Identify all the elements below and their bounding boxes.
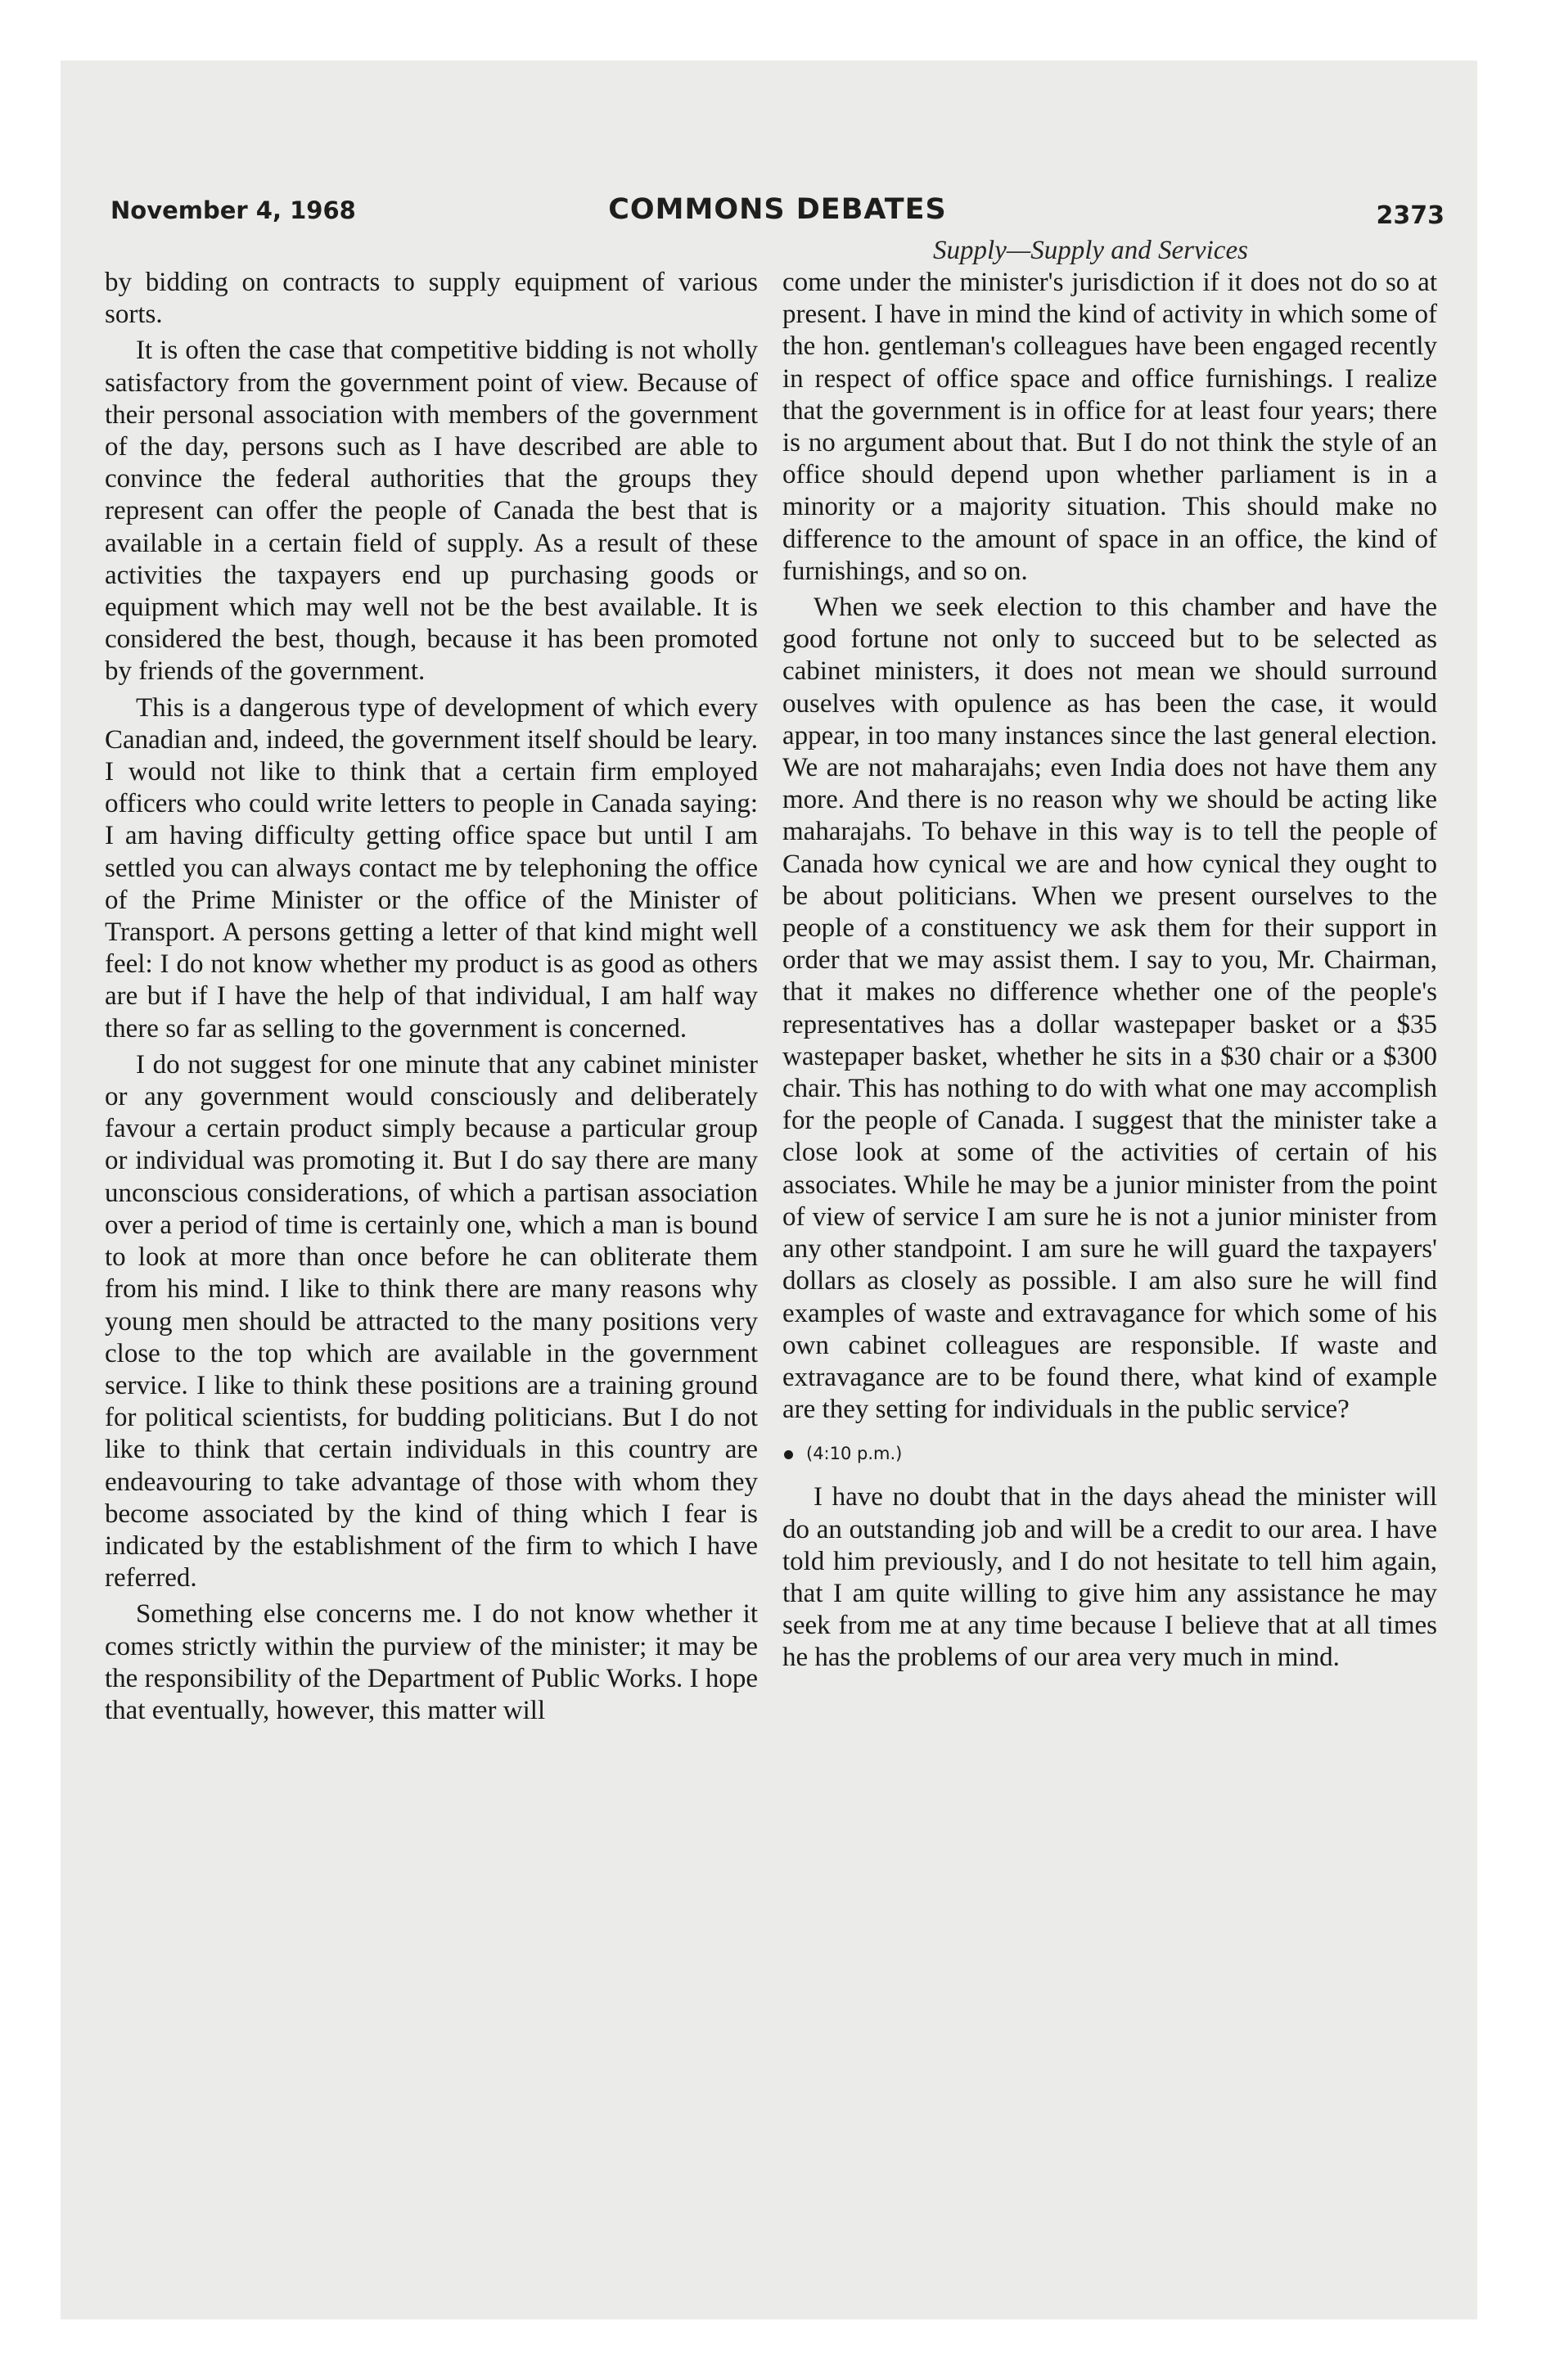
right-column	[782, 267, 1437, 1675]
paragraph: by bidding on contracts to supply equipment of various sorts.	[105, 268, 758, 330]
page-header	[110, 190, 1445, 231]
paragraph: I have no doubt that in the days ahead the minister will do an outstanding job and will be a credit to our area. I have told him previously, and I do not hesitate to tell him again, that I am quite willing to give him any assistance he may seek from me at any time because I believe that at all times he has the problems of our area very much in mind.	[782, 1482, 1437, 1673]
paragraph: It is often the case that competitive bidding is not wholly satisfactory from the government point of view. Because of their personal association with members of the government of the day, persons such as I have described are able to convince the federal authorities that the groups they represent can offer the people of Canada the best that is available in a certain field of supply. As a result of these activities the taxpayers end up purchasing goods or equipment which may well not be the best available. It is considered the best, though, because it has been promoted by friends of the government.	[105, 336, 758, 687]
time-marker	[782, 1437, 1437, 1470]
header-date: November 4, 1968	[110, 196, 356, 224]
header-page-number: 2373	[1376, 201, 1445, 230]
left-column	[105, 267, 758, 1727]
paragraph: Something else concerns me. I do not know whether it comes strictly within the purview of the minister; it may be the responsibility of the Department of Public Works. I hope that eventually, however, this matter will	[105, 1599, 758, 1725]
section-subtitle: Supply—Supply and Services	[933, 236, 1248, 265]
paragraph: I do not suggest for one minute that any cabinet minister or any government would consciously and deliberately favour a certain product simply because a particular group or individual was promoting it. But I do say there are many unconscious considerations, of which a partisan association over a period of time is certainly one, which a man is bound to look at more than once before he can obliterate them from his mind. I like to think there are many reasons why young men should be attracted to the many positions very close to the top which are available in the government service. I like to think these positions are a training ground for political scientists, for budding politicians. But I do not like to think that certain individuals in this country are endeavouring to take advantage of those with whom they become associated by the kind of thing which I fear is indicated by the establishment of the firm to which I have referred.	[105, 1049, 758, 1593]
time-marker-text: (4:10 p.m.)	[806, 1444, 903, 1464]
header-title: COMMONS DEBATES	[608, 193, 947, 226]
paragraph: This is a dangerous type of development of which every Canadian and, indeed, the government itself should be leary. I would not like to think that a certain firm employed officers who could write letters to people in Canada saying: I am having difficulty getting office space but until I am settled you can always contact me by telephoning the office of the Prime Minister or the office of the Minister of Transport. A persons getting a letter of that kind might well feel: I do not know whether my product is as good as others are but if I have the help of that individual, I am half way there so far as selling to the government is concerned.	[105, 692, 758, 1044]
paragraph: come under the minister's jurisdiction if it does not do so at present. I have in mind the kind of activity in which some of the hon. gentleman's colleagues have been engaged recently in respect of office space and office furnishings. I realize that the government is in office for at least four years; there is no argument about that. But I do not think the style of an office should depend upon whether parliament is in a minority or a majority situation. This should make no difference to the amount of space in an office, the kind of furnishings, and so on.	[782, 268, 1437, 586]
bullet-icon	[784, 1450, 793, 1459]
paragraph: When we seek election to this chamber and have the good fortune not only to succeed but to be selected as cabinet ministers, it does not mean we should surround ouselves with opulence as has been the case, it would appear, in too many instances since the last general election. We are not maharajahs; even India does not have them any more. And there is no reason why we should be acting like maharajahs. To behave in this way is to tell the people of Canada how cynical we are and how cynical they ought to be about politicians. When we present ourselves to the people of a constituency we ask them for their support in order that we may assist them. I say to you, Mr. Chairman, that it makes no difference whether one of the people's representatives has a dollar wastepaper basket or a $35 wastepaper basket, whether he sits in a $30 chair or a $300 chair. This has nothing to do with what one may accomplish for the people of Canada. I suggest that the minister take a close look at some of the activities of certain of his associates. While he may be a junior minister from the point of view of service I am sure he is not a junior minister from any other standpoint. I am sure he will guard the taxpayers' dollars as closely as possible. I am also sure he will find examples of waste and extravagance for which some of his own cabinet colleagues are responsible. If waste and extravagance are to be found there, what kind of example are they setting for individuals in the public service?	[782, 593, 1437, 1425]
